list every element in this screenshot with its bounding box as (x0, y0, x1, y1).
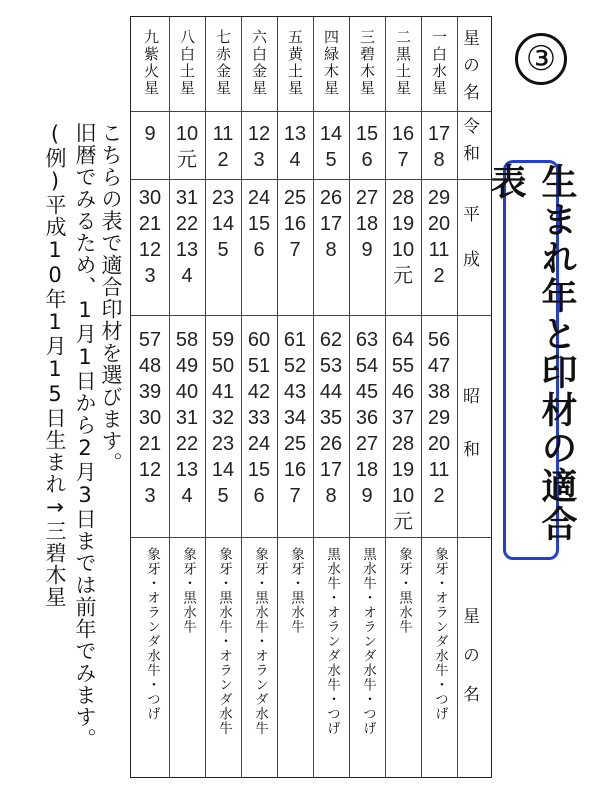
showa-years: 59 50 41 32 23 14 5 (211, 329, 235, 507)
header-star-name: 星の名 (459, 29, 479, 110)
heisei-years: 28 19 10 元 (391, 187, 415, 287)
note-example: (例)平成10年1月15日生まれ→三碧木星 (43, 122, 67, 608)
star-name: 一白水星 (430, 29, 448, 97)
reiwa-years: 13 4 (283, 123, 307, 171)
reiwa-years: 10 元 (175, 123, 199, 171)
showa-years: 63 54 45 36 27 18 9 (355, 329, 379, 507)
header-showa: 昭和 (459, 387, 479, 493)
reiwa-years: 9 (144, 123, 156, 145)
star-name: 二黒土星 (394, 29, 412, 97)
heisei-years: 30 21 12 3 (138, 187, 162, 287)
star-name: 九紫火星 (142, 29, 160, 97)
showa-years: 64 55 46 37 28 19 10 元 (391, 329, 415, 533)
material: 象牙・黒水牛 (180, 547, 196, 634)
heisei-years: 23 14 5 (211, 187, 235, 261)
header-reiwa: 令和 (459, 117, 479, 171)
reiwa-years: 12 3 (247, 123, 271, 171)
header-star-name-bottom: 星の名 (459, 607, 479, 724)
star-name: 六白金星 (250, 29, 268, 97)
material: 象牙・オランダ水牛・つげ (432, 547, 448, 721)
page-title: 生まれ年と印材の適合表 (485, 163, 577, 543)
title-box (485, 160, 577, 560)
star-name: 八白土星 (178, 29, 196, 97)
star-name: 五黄土星 (286, 29, 304, 97)
showa-years: 57 48 39 30 21 12 3 (138, 329, 162, 507)
material: 黒水牛・オランダ水牛・つげ (324, 547, 340, 736)
showa-years: 56 47 38 29 20 11 2 (427, 329, 451, 507)
reiwa-years: 15 6 (355, 123, 379, 171)
heisei-years: 29 20 11 2 (427, 187, 451, 287)
star-name: 七赤金星 (214, 29, 232, 97)
heisei-years: 26 17 8 (319, 187, 343, 261)
material: 象牙・黒水牛・オランダ水牛 (216, 547, 232, 736)
heisei-years: 31 22 13 4 (175, 187, 199, 287)
showa-years: 61 52 43 34 25 16 7 (283, 329, 307, 507)
showa-years: 60 51 42 33 24 15 6 (247, 329, 271, 507)
heisei-years: 24 15 6 (247, 187, 271, 261)
heisei-years: 27 18 9 (355, 187, 379, 261)
star-name: 四緑木星 (322, 29, 340, 97)
star-name: 三碧木星 (358, 29, 376, 97)
reiwa-years: 16 7 (391, 123, 415, 171)
reiwa-years: 11 2 (212, 123, 234, 171)
section-number-badge: ③ (515, 33, 567, 85)
heisei-years: 25 16 7 (283, 187, 307, 261)
material: 黒水牛・オランダ水牛・つげ (360, 547, 376, 736)
reiwa-years: 14 5 (319, 123, 343, 171)
material: 象牙・オランダ水牛・つげ (144, 547, 160, 721)
note-line-1: こちらの表で適合印材を選びます。 (99, 122, 123, 474)
showa-years: 58 49 40 31 22 13 4 (175, 329, 199, 507)
material: 象牙・黒水牛・オランダ水牛 (252, 547, 268, 736)
note-line-2: 旧暦でみるため、1月1日から2月3日までは前年でみます。 (73, 122, 97, 750)
material: 象牙・黒水牛 (396, 547, 412, 634)
star-material-table (130, 16, 492, 778)
reiwa-years: 17 8 (427, 123, 451, 171)
showa-years: 62 53 44 35 26 17 8 (319, 329, 343, 507)
material: 象牙・黒水牛 (288, 547, 304, 634)
header-heisei: 平成 (459, 205, 479, 295)
